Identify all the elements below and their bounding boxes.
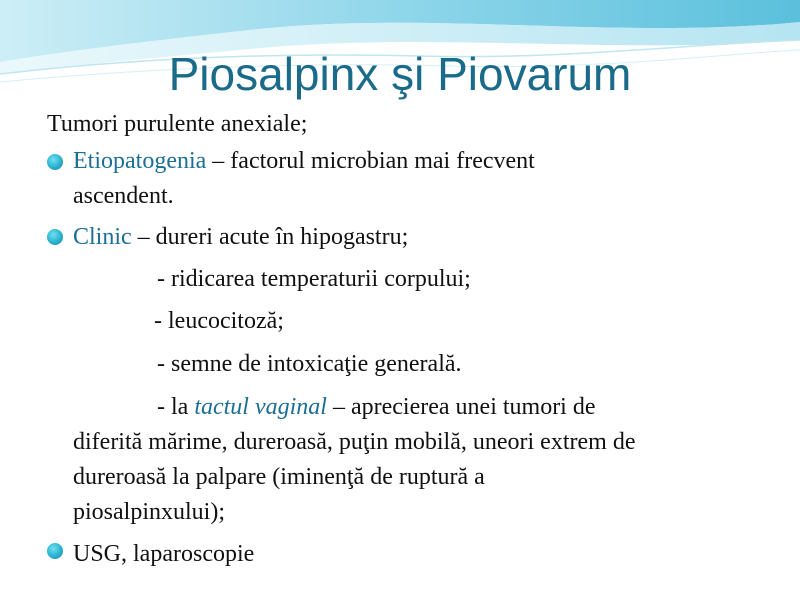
diagnostics-line: USG, laparoscopie [73, 541, 255, 567]
intro-line: Tumori purulente anexiale; [47, 111, 308, 137]
bullet-icon [47, 543, 63, 559]
vaginal-keyword: tactul vaginal [194, 394, 327, 420]
etiology-continuation: ascendent. [73, 183, 174, 209]
slide-title: Piosalpinx şi Piovarum [168, 48, 632, 100]
clinic-line [73, 221, 408, 254]
clinic-text: – dureri acute în hipogastru; [131, 224, 409, 250]
vaginal-text: – aprecierea unei tumori de [326, 394, 596, 420]
vaginal-exam-line [157, 391, 596, 424]
vaginal-continuation-2: dureroasă la palpare (iminenţă de ruptură a [73, 464, 485, 490]
clinic-item-intoxication: - semne de intoxicaţie generală. [157, 351, 462, 377]
vaginal-prefix: - la [157, 394, 195, 420]
etiology-keyword: Etiopatogenia [73, 148, 207, 174]
bullet-icon [47, 229, 63, 245]
bullet-icon [47, 154, 63, 170]
vaginal-continuation-3: piosalpinxului); [73, 499, 225, 525]
etiology-text: – factorul microbian mai frecvent [206, 148, 535, 174]
vaginal-continuation-1: diferită mărime, dureroasă, puţin mobilă, uneori extrem de [73, 429, 636, 455]
clinic-keyword: Clinic [73, 224, 132, 250]
clinic-item-leukocytosis: - leucocitoză; [154, 308, 284, 334]
etiology-line [73, 145, 535, 178]
clinic-item-temperature: - ridicarea temperaturii corpului; [157, 266, 471, 292]
